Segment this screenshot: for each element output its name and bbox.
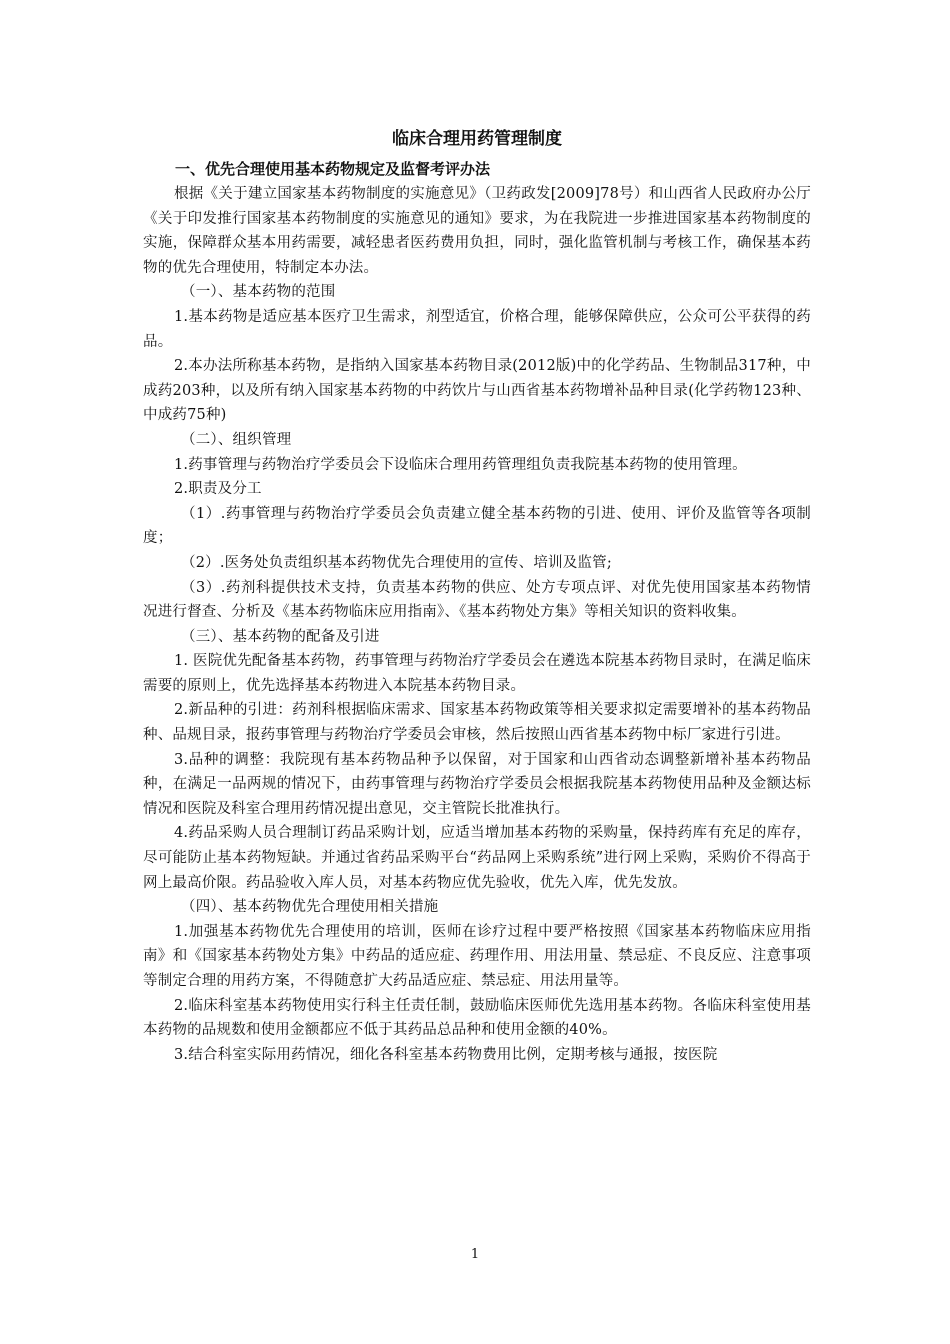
paragraph: （3）.药剂科提供技术支持，负责基本药物的供应、处方专项点评、对优先使用国家基本药物情况进行督查、分析及《基本药物临床应用指南》、《基本药物处方集》等相关知识的资料收集。 [143, 579, 811, 621]
paragraph: 1.加强基本药物优先合理使用的培训，医师在诊疗过程中要严格按照《国家基本药物临床应用指南》和《国家基本药物处方集》中药品的适应症、药理作用、用法用量、禁忌症、不良反应、注意事项等制定合理的用药方案，不得随意扩大药品适应症、禁忌症、用法用量等。 [143, 923, 811, 989]
paragraph: 根据《关于建立国家基本药物制度的实施意见》（卫药政发[2009]78号）和山西省人民政府办公厅《关于印发推行国家基本药物制度的实施意见的通知》要求，为在我院进一步推进国家基本药物制度的实施，保障群众基本用药需要，减轻患者医药费用负担，同时，强化监管机制与考核工作，确保基本药物的优先合理使用，特制定本办法。 [143, 186, 811, 276]
document-page [143, 122, 811, 1067]
subsection-heading: （三）、基本药物的配备及引进 [181, 628, 380, 645]
paragraph: 1. 医院优先配备基本药物，药事管理与药物治疗学委员会在遴选本院基本药物目录时，在满足临床需要的原则上，优先选择基本药物进入本院基本药物目录。 [143, 653, 811, 694]
subsection-heading: （一）、基本药物的范围 [181, 284, 336, 301]
paragraph: 3.结合科室实际用药情况，细化各科室基本药物费用比例，定期考核与通报，按医院 [174, 1046, 718, 1063]
subsection-heading: （二）、组织管理 [181, 431, 292, 448]
paragraph: 3.品种的调整：我院现有基本药物品种予以保留，对于国家和山西省动态调整新增补基本药物品种，在满足一品两规的情况下，由药事管理与药物治疗学委员会根据我院基本药物使用品种及金额达标情况和医院及科室合理用药情况提出意见，交主管院长批准执行。 [143, 751, 811, 817]
paragraph: 2.职责及分工 [174, 481, 262, 498]
section-heading: 一、优先合理使用基本药物规定及监督考评办法 [175, 160, 491, 178]
paragraph: 4.药品采购人员合理制订药品采购计划，应适当增加基本药物的采购量，保持药库有充足的库存，尽可能防止基本药物短缺。并通过省药品采购平台“药品网上采购系统”进行网上采购，采购价不得高于网上最高价限。药品验收入库人员，对基本药物应优先验收，优先入库，优先发放。 [143, 825, 811, 891]
paragraph: 2.临床科室基本药物使用实行科主任责任制，鼓励临床医师优先选用基本药物。各临床科室使用基本药物的品规数和使用金额都应不低于其药品总品种和使用金额的40%。 [143, 997, 811, 1039]
paragraph: 2.本办法所称基本药物，是指纳入国家基本药物目录(2012版)中的化学药品、生物制品317种，中成药203种，以及所有纳入国家基本药物的中药饮片与山西省基本药物增补品种目录(化学药物123种、中成药75种) [143, 358, 811, 424]
subsection-heading: （四）、基本药物优先合理使用相关措施 [181, 899, 439, 916]
paragraph: （2）.医务处负责组织基本药物优先合理使用的宣传、培训及监管; [181, 554, 612, 571]
document-title: 临床合理用药管理制度 [392, 129, 562, 149]
page-number: 1 [470, 1247, 480, 1262]
paragraph: 1.药事管理与药物治疗学委员会下设临床合理用药管理组负责我院基本药物的使用管理。 [174, 456, 747, 473]
paragraph: 2.新品种的引进：药剂科根据临床需求、国家基本药物政策等相关要求拟定需要增补的基本药物品种、品规目录，报药事管理与药物治疗学委员会审核，然后按照山西省基本药物中标厂家进行引进。 [143, 702, 811, 744]
paragraph: 1.基本药物是适应基本医疗卫生需求，剂型适宜，价格合理，能够保障供应，公众可公平获得的药品。 [143, 308, 811, 350]
paragraph: （1）.药事管理与药物治疗学委员会负责建立健全基本药物的引进、使用、评价及监管等各项制度； [143, 505, 811, 547]
